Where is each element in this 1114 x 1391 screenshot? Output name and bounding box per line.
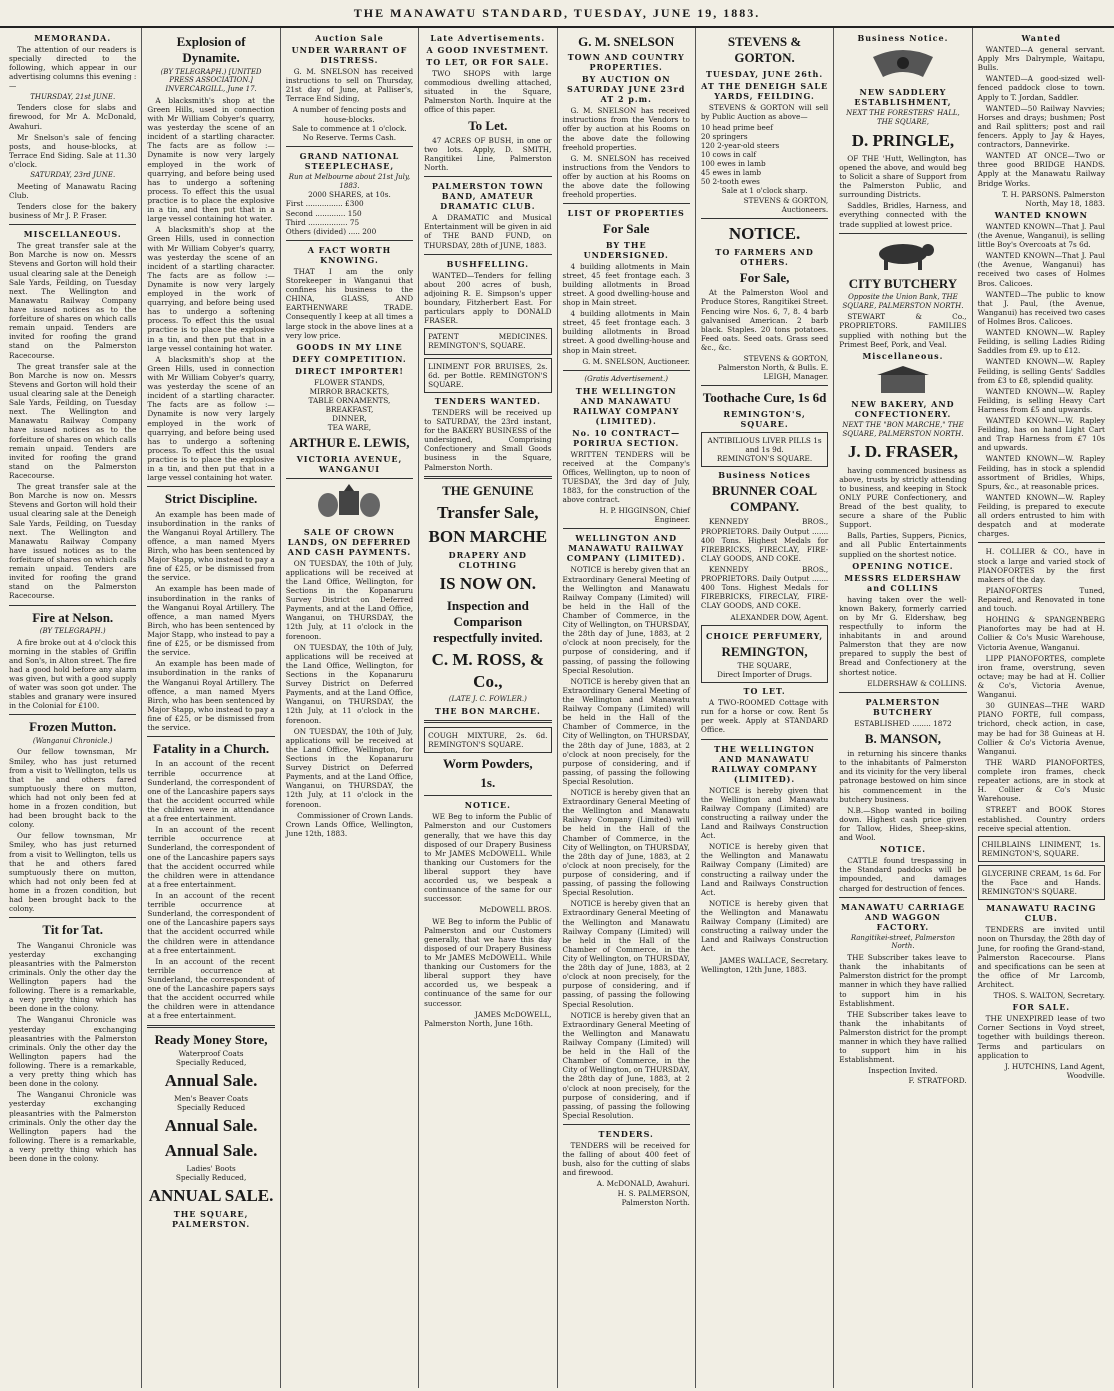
snelson-lots: A number of fencing posts and house-blocks. xyxy=(292,105,407,124)
fraser-text: having commenced business as above, trusts by strictly attending to business, and keeping in Stock ONLY PURE Confectionery, and Bread of the best quality, to secure a share of the Public Support. xyxy=(839,465,967,530)
lewis-address: VICTORIA AVENUE, WANGANUI xyxy=(296,453,403,474)
investment-title: A GOOD INVESTMENT. xyxy=(426,45,550,55)
wellington-railway-text: NOTICE is hereby given that an Extraordinary General Meeting of the Wellington and Manawatu Railway Company (Limited) will be held in the Hall of the Chamber of Commerce, in the City of Wellington, on THURSDAY, the 28th day of June, 1883, at 2 o'clock at noon precisely, for the purpose of considering, and if passing, of passing the following Special Resolution. xyxy=(562,676,690,786)
transfer-sale-heading: Transfer Sale, xyxy=(437,502,539,522)
sale-time: Sale at 1 o'clock sharp. xyxy=(721,186,808,196)
ware-item: TEA WARE, xyxy=(327,423,372,433)
crown-lands-title: SALE OF CROWN LANDS, ON DEFERRED AND CASH PAYMENTS. xyxy=(287,526,412,557)
city-butchery-heading: CITY BUTCHERY xyxy=(848,275,958,291)
for-sale-signature: STEVENS & GORTON, Palmerston North, & Bulls. E. LEIGH, Manager. xyxy=(718,354,829,382)
column-3 xyxy=(280,28,418,1388)
liver-pills: ANTIBILIOUS LIVER PILLS 1s and 1s 9d. xyxy=(707,435,822,454)
ward-ad: THE WARD PIANOFORTES, complete iron frames, check repeater actions, are in stock at H. Collier & Co's Music Warehouse. xyxy=(977,757,1105,804)
miscellaneous-text: The great transfer sale at the Bon Marche is now on. Messrs Stevens and Gorton will hold their usual clearing sale at the Deneigh Sale Yards, Feilding, on Tuesday next. The Wellington and Manawatu Railway Company have issued notices as to the forfeiture of shares on which calls remain unpaid. Tenders are invited for roofing the grand stand on the Palmerston Racecourse. xyxy=(9,361,137,480)
to-farmers: TO FARMERS AND OTHERS. xyxy=(715,247,814,268)
stevens-gorton-signature: STEVENS & GORTON, Auctioneers. xyxy=(743,195,829,214)
city-butchery-text: STEWART & Co., PROPRIETORS. FAMILIES supplied with nothing but the Primest Beef, Pork, and Veal. xyxy=(839,312,967,349)
parsons-signature: T. H. PARSONS. Palmerston North, May 18, 1883. xyxy=(1002,189,1105,208)
pianos-ad: PIANOFORTES Tuned, Repaired, and Renovated in tone and touch. xyxy=(977,585,1105,614)
sale-line: Men's Beaver Coats xyxy=(174,1094,248,1104)
lipp-ad: LIPP PIANOFORTES, complete iron frame, overstrung, seven octave; may be had at H. Collier & Co's, Victoria Avenue, Wanganui. xyxy=(977,653,1105,700)
palmerston-north-label: Palmerston North. xyxy=(621,1197,690,1207)
bakery-heading: NEW BAKERY, AND CONFECTIONERY. xyxy=(851,398,955,419)
miscellaneous-text: The great transfer sale at the Bon Marche is now on. Messrs Stevens and Gorton will hold their usual clearing sale at the Deneigh Sale Yards, Feilding, on Tuesday next. The Wellington and Manawatu Railway Company have issued notices as to the forfeiture of shares on which calls remain unpaid. Tenders are invited for roofing the grand stand on the Palmerston Racecourse. xyxy=(9,482,137,601)
fatality-title: Fatality in a Church. xyxy=(153,741,270,757)
business-notice-label: Business Notice. xyxy=(857,33,949,43)
properties-list-text: 4 building allotments in Main street, 45 feet frontage each. 3 building allotments in Broad street. A good dwelling-house and shop in Main street. xyxy=(562,309,690,355)
remington-square: THE SQUARE, xyxy=(737,660,792,670)
stock-lot: 10 cows in calf xyxy=(700,150,757,160)
carriage-factory-heading: MANAWATU CARRIAGE AND WAGGON FACTORY. xyxy=(840,901,965,932)
notice-text: WE Beg to inform the Public of Palmerston and our Customers generally, that we have this day disposed of our Drapery Business to Mr JAMES McDOWELL. While thanking our Customers for the liberal support they have accorded us, we bespeak a continuance of the same for our successor. xyxy=(424,916,552,1008)
saturday-item: Meeting of Manawatu Racing Club. xyxy=(9,181,137,200)
railway-text: WRITTEN TENDERS will be received at the Company's Offices, Wellington, up to noon of TUESDAY, the 3rd day of July, 1883, for the construction of the above contract. xyxy=(562,449,690,505)
column-7 xyxy=(833,28,971,1388)
brunner-coal-text: KENNEDY BROS., PROPRIETORS. Daily Output ....... 400 Tons. Highest Medals for FIREBRICKS, FIRECLAY, FIRE-CLAY GOODS, AND COKE. xyxy=(700,517,829,563)
column-8 xyxy=(972,28,1110,1388)
eldershaw-heading: MESSRS ELDERSHAW and COLLINS xyxy=(844,572,962,593)
liver-pills-sub: REMINGTON'S SQUARE. xyxy=(716,453,813,463)
annual-sale-heading: ANNUAL SALE. xyxy=(148,1186,274,1206)
ware-item: TABLE ORNAMENTS, xyxy=(308,396,391,406)
fatality-text: In an account of the recent terrible occurrence at Sunderland, the correspondent of one of the Lancashire papers says that the accident occurred while the children were in attendance at a free entertainment. xyxy=(147,956,275,1021)
mcdowell-date: Palmerston North, June 16th. xyxy=(424,1018,533,1028)
wanted-known-ad: WANTED KNOWN—W. Rapley Feilding, has in stock a splendid assortment of Bridles, Whips, Spurs, &c., at reasonable prices. xyxy=(977,454,1105,491)
column-5 xyxy=(557,28,695,1388)
column-4 xyxy=(418,28,556,1388)
racing-club-heading: MANAWATU RACING CLUB. xyxy=(986,903,1097,924)
discipline-text: An example has been made of insubordination in the ranks of the Wanganui Royal Artillery. The offence, a man named Myers Birch, who has been sentenced by Major Stapp, who instead to pay a fine of £25, or be dismissed from the service. xyxy=(147,584,275,658)
memoranda-intro: The attention of our readers is specially directed to the following, which appear in our advertising columns this evening :— xyxy=(9,45,137,91)
wanted-known-ad: WANTED KNOWN—W. Rapley Feilding, is selling Gents' Saddles from £3 to £8, splendid quality. xyxy=(977,357,1105,385)
sale-yards: AT THE DENEIGH SALE YARDS, FEILDING. xyxy=(701,80,829,101)
sale-line: Ladies' Boots xyxy=(186,1163,236,1173)
perfumery-box xyxy=(701,625,828,683)
perfumery-heading: CHOICE PERFUMERY, xyxy=(706,630,824,641)
brunner-agent: ALEXANDER DOW, Agent. xyxy=(730,612,829,622)
annual-sale-heading: Annual Sale. xyxy=(164,1140,258,1160)
pringle-goods: Saddles, Bridles, Harness, and everything connected with the trade supplied at lowest price. xyxy=(839,201,967,229)
column-2 xyxy=(141,28,279,1388)
ready-money-title: Ready Money Store, xyxy=(154,1031,268,1047)
rail-secretary: JAMES WALLACE, Secretary. xyxy=(719,955,829,965)
investment-text: TWO SHOPS with large commodious dwelling attached, situated in the Square, Palmerston North. Inquire at the office of this paper. xyxy=(424,69,552,115)
ware-item: MIRROR BRACKETS, xyxy=(309,386,390,396)
remington-heading: REMINGTON, xyxy=(721,643,808,659)
gratis-label: (Gratis Advertisement.) xyxy=(584,374,668,383)
worm-powders-price: 1s. xyxy=(480,775,496,791)
wanted-known-ad: WANTED KNOWN—W. Rapley Feilding, is prepared to execute all orders entrusted to him with despatch and at moderate charges. xyxy=(977,492,1105,539)
wanted-known-ad: WANTED KNOWN—W. Rapley Feilding, has on hand Light Cart and Trap Harness from £7 10s and upwards. xyxy=(977,416,1105,453)
late-advertisements-label: Late Advertisements. xyxy=(430,33,546,43)
fatality-text: In an account of the recent terrible occurrence at Sunderland, the correspondent of one of the Lancashire papers says that the accident occurred while the children were in attendance at a free entertainment. xyxy=(147,759,275,824)
saddlery-crest-illustration xyxy=(863,47,943,83)
fatality-text: In an account of the recent terrible occurrence at Sunderland, the correspondent of one of the Lancashire papers says that the accident occurred while the children were in attendance at a free entertainment. xyxy=(147,891,275,955)
property-heading: TOWN AND COUNTRY PROPERTIES. xyxy=(567,52,685,73)
masthead: THE MANAWATU STANDARD, TUESDAY, JUNE 19, 1883. xyxy=(0,0,1114,28)
wanted-known-ad: WANTED—The public to know that J. Paul, (the Avenue, Wanganui) has received two cases of Holmes Bros. Calicoes. xyxy=(977,289,1105,326)
inspection-invited: Inspection Invited. xyxy=(868,1066,938,1076)
toothache-sub: REMINGTON'S, SQUARE. xyxy=(723,408,806,429)
ware-item: BREAKFAST, xyxy=(325,405,374,415)
steeplechase-row: Third ................. 75 xyxy=(285,217,360,227)
pringle-heading: D. PRINGLE, xyxy=(851,130,955,150)
thursday-item: Tenders close for slabs and firewood, for Mr A. McDonald, Awahuri. xyxy=(9,103,137,131)
notice-signature: McDOWELL BROS. xyxy=(479,905,552,915)
fact-worth-knowing-title: A FACT WORTH KNOWING. xyxy=(307,244,392,265)
frozen-mutton-title: Frozen Mutton. xyxy=(29,719,117,735)
tit-for-tat-text: The Wanganui Chronicle was yesterday exchanging pleasantries with the Palmerston criminals. Only the other day the Wellington papers had the following. There is a remarkable, a very pretty thing which has been done in the colony. xyxy=(9,940,137,1014)
wellington-railway-text: NOTICE is hereby given that an Extraordinary General Meeting of the Wellington and Manawatu Railway Company (Limited) will be held in the Hall of the Chamber of Commerce, in the City of Wellington, on THURSDAY, the 28th day of June, 1883, at 2 o'clock at noon precisely, for the purpose of considering, and if passing, of passing the following Special Resolution. xyxy=(562,899,690,1009)
column-6 xyxy=(695,28,833,1388)
explosion-text: A blacksmith's shop at the Green Hills, used in connection with Mr William Cobyer's quarry, was yesterday the scene of an incident of a startling character. The facts are as follow :—Dynamite is now very largely employed in the work of quarrying, and before being used has to undergo a softening process. To effect this the usual practice is to place the explosive in a tin, and then put that in a large vessel containing hot water. xyxy=(147,95,275,224)
mcdonald-signature: A. McDONALD, Awahuri. xyxy=(596,1179,690,1189)
bakery-illustration xyxy=(873,365,933,395)
rail-date: Wellington, 12th June, 1883. xyxy=(700,964,807,974)
crown-lands-text: ON TUESDAY, the 10th of July, applications will be received at the Land Office, Wellington, for Sections in the Kopanaruru Survey District on Deferred Payments, and at the Land Office, Wanganui, on THURSDAY, the 12th July, at 11 o'clock in the forenoon. xyxy=(285,726,414,809)
ross-heading: C. M. ROSS, & Co., xyxy=(431,650,545,691)
fire-nelson-title: Fire at Nelson. xyxy=(32,609,114,625)
tenders-label: TENDERS. xyxy=(598,1128,654,1139)
wanted-ad: WANTED—A good-sized well-fenced paddock close to town. Apply to T. Jordan, Saddler. xyxy=(977,74,1105,102)
lease-text: THE UNEXPIRED lease of two Corner Sections in Voyd street, together with buildings thereon. Terms and particulars on application to xyxy=(977,1014,1105,1060)
ware-item: DINNER, xyxy=(332,414,367,424)
brunner-coal-text: KENNEDY BROS., PROPRIETORS. Daily Output ....... 400 Tons. Highest Medals for FIREBRICKS, FIRECLAY, FIRE-CLAY GOODS, AND COKE. xyxy=(700,565,829,611)
ross-late: (LATE J. C. FOWLER.) xyxy=(448,694,527,703)
patent-medicines-box: PATENT MEDICINES. REMINGTON'S, SQUARE. xyxy=(424,328,551,354)
stock-lot: 45 ewes in lamb xyxy=(700,168,762,178)
stevens-gorton-heading: STEVENS & GORTON. xyxy=(727,34,802,66)
direct-importer: DIRECT IMPORTER! xyxy=(295,365,404,376)
remington-importer: Direct Importer of Drugs. xyxy=(717,670,813,680)
explosion-dateline: INVERCARGILL, June 17. xyxy=(165,85,257,93)
dramatic-club-text: A DRAMATIC and Musical Entertainment will be given in aid of THE BAND FUND, on THURSDAY, 28th of JUNE, 1883. xyxy=(424,213,552,250)
hutchings-signature: J. HUTCHINS, Land Agent, Woodville. xyxy=(1004,1061,1105,1080)
street-ad: STREET and BOOK Stores established. Country orders receive special attention. xyxy=(977,805,1105,833)
steeplechase-sub: Run at Melbourne about 21st July, 1883. xyxy=(288,172,411,190)
brunner-coal-heading: BRUNNER COAL COMPANY. xyxy=(712,482,818,515)
manson-heading: B. MANSON, xyxy=(864,730,942,746)
frozen-mutton-text: Our fellow townsman, Mr Smiley, who has just returned from a visit to Wellington, tells us that he and others fared sumptuously there on mutton, which had not only been fed at home in a frozen condition, but had been brought back to the colony. xyxy=(9,831,137,914)
carriage-factory-address: Rangitikei-street, Palmerston North. xyxy=(850,933,956,951)
properties-list-title: LIST OF PROPERTIES xyxy=(567,208,685,219)
bon-marche-footer: THE BON MARCHE. xyxy=(434,705,541,716)
properties-list-signature: G. M. SNELSON, Auctioneer. xyxy=(582,356,690,366)
rail-notice-heading: THE WELLINGTON AND MANAWATU RAILWAY COMPANY (LIMITED). xyxy=(711,743,818,784)
for-sale-heading: For Sale, xyxy=(739,270,790,286)
sale-line: Specially Reduced, xyxy=(175,1173,247,1183)
thursday-item: Mr Snelson's sale of fencing posts, and house-blocks, at Terrace End Siding. Sale at 11.30 o'clock. xyxy=(9,132,137,169)
properties-list-text: 4 building allotments in Main street, 45 feet frontage each. 3 building allotments in Broad street. A good dwelling-house and shop in Main street. xyxy=(562,261,690,308)
pringle-text: OF THE 'Hutt, Wellington, has opened the above, and would beg to Solicit a share of Support from the Palmerston Public, and surrounding Districts. xyxy=(839,153,967,200)
now-on-heading: IS NOW ON. xyxy=(439,574,537,594)
frozen-mutton-sub: (Wanganui Chronicle.) xyxy=(32,736,113,745)
sale-intro: STEVENS & GORTON will sell by Public Auction as above— xyxy=(700,102,829,121)
rail-notice-text: NOTICE is hereby given that the Wellington and Manawatu Railway Company (Limited) are constructing a railway under the Land and Railways Construction Act. xyxy=(700,842,829,897)
wellington-railway-text: NOTICE is hereby given that an Extraordinary General Meeting of the Wellington and Manawatu Railway Company (Limited) will be held in the Hall of the Chamber of Commerce, in the City of Wellington, on THURSDAY, the 28th day of June, 1883, at 2 o'clock at noon precisely, for the purpose of considering, and if passing, of passing the following Special Resolution. xyxy=(562,1010,690,1120)
memoranda-title: MEMORANDA. xyxy=(34,33,112,43)
walton-signature: THOS. S. WALTON, Secretary. xyxy=(993,991,1105,1001)
stock-lot: 100 ewes in lamb xyxy=(700,159,766,169)
fraser-heading: J. D. FRASER, xyxy=(847,442,958,462)
wellington-railway-heading: WELLINGTON AND MANAWATU RAILWAY COMPANY (LIMITED). xyxy=(566,533,686,564)
glycerine-box: GLYCERINE CREAM, 1s 6d. For the Face and Hands. REMINGTON'S SQUARE. xyxy=(978,865,1105,900)
page-columns xyxy=(0,28,1114,1388)
for-sale-heading: FOR SALE. xyxy=(1012,1002,1071,1013)
royal-crest-illustration xyxy=(314,483,384,523)
collier-ad: H. COLLIER & CO., have in stock a large and varied stock of PIANOFORTES by the first makers of the day. xyxy=(977,547,1105,584)
stock-lot: 50 2-tooth ewes xyxy=(700,177,760,187)
manson-text: in returning his sincere thanks to the inhabitants of Palmerston and its vicinity for the very liberal patronage bestowed on him since his commencement in the butchery business. xyxy=(839,749,967,804)
wanted-ad: WANTED—50 Railway Navvies; Horses and drays; bushmen; Post and Rail splitters; post and rail fencers. Apply to Jay & Hayes, contractors, Dannevirke. xyxy=(977,103,1105,150)
annual-sale-heading: Annual Sale. xyxy=(164,1116,258,1136)
bushfelling-text: WANTED—Tenders for felling about 200 acres of bush, adjoining R. E. Simpson's upper boundary, Fitzherbert East. For particulars apply to DONALD FRASER. xyxy=(424,270,552,326)
wellington-railway-text: NOTICE is hereby given that an Extraordinary General Meeting of the Wellington and Manawatu Railway Company (Limited) will be held in the Hall of the Chamber of Commerce, in the City of Wellington, on THURSDAY, the 28th day of June, 1883, at 2 o'clock at noon precisely, for the purpose of considering, and if passing, of passing the following Special Resolution. xyxy=(562,565,690,675)
liniment-box: LINIMENT FOR BRUISES, 2s. 6d. per Bottle. REMINGTON'S SQUARE. xyxy=(424,358,551,393)
eldershaw-signature: ELDERSHAW & COLLINS. xyxy=(867,678,967,688)
wanted-known-ad: WANTED KNOWN—That J. Paul (the Avenue, Wanganui), is selling little Boy's Overcoats at 7s 6d. xyxy=(977,221,1105,250)
drapery-heading: DRAPERY AND CLOTHING xyxy=(448,550,527,571)
hs-palmerson-signature: H. S. PALMERSON, xyxy=(617,1188,690,1198)
contract-heading: No. 10 CONTRACT—PORIRUA SECTION. xyxy=(572,427,681,448)
sale-line: Waterproof Coats xyxy=(178,1048,244,1058)
defy-competition: DEFY COMPETITION. xyxy=(292,353,407,364)
rail-notice-text: NOTICE is hereby given that the Wellington and Manawatu Railway Company (Limited) are constructing a railway under the Land and Railways Construction Act. xyxy=(700,898,829,954)
bull-illustration xyxy=(868,238,938,272)
tenders-wanted-text: TENDERS will be received up to SATURDAY, the 23rd instant, for the BAKERY BUSINESS of the undersigned, Comprising Confectionery and Small Goods business in the Square, Palmerston North. xyxy=(424,407,552,472)
steeplechase-row: First ................ £300 xyxy=(285,199,364,209)
column-1 xyxy=(4,28,141,1388)
to-let-text: A TWO-ROOMED Cottage with run for a horse or cow. Rent 5s per week. Apply at STANDARD Office. xyxy=(700,698,829,735)
fire-nelson-sub: (BY TELEGRAPH.) xyxy=(39,626,106,635)
sale-line: Specially Reduced xyxy=(176,1103,246,1113)
tit-for-tat-text: The Wanganui Chronicle was yesterday exchanging pleasantries with the Palmerston criminals. Only the other day the Wellington papers had the following. There is a remarkable, a very pretty thing which has been done in the colony. xyxy=(9,1015,137,1089)
auction-label: Auction Sale xyxy=(315,33,384,43)
wanted-known-ad: WANTED KNOWN—That J. Paul (the Avenue, Wanganui) has received two cases of Holmes Bros. Calicoes. xyxy=(977,251,1105,288)
annual-sale-heading: Annual Sale. xyxy=(164,1071,258,1090)
fatality-text: In an account of the recent terrible occurrence at Sunderland, the correspondent of one of the Lancashire papers says that the accident occurred while the children were in attendance at a free entertainment. xyxy=(147,825,275,889)
snelson-time: Sale to commence at 1 o'clock. xyxy=(292,123,407,133)
racing-club-text: TENDERS are invited until noon on Thursday, the 28th day of June, for roofing the Grand-stand, Palmerston Racecourse. Plans and specifications can be seen at the office of Mr Larcomb, Architect. xyxy=(977,925,1105,989)
dramatic-club-title: PALMERSTON TOWN BAND, AMATEUR DRAMATIC CLUB. xyxy=(431,181,544,212)
higginson-signature: H. P. HIGGINSON, Chief Engineer. xyxy=(599,506,690,525)
notice-heading: NOTICE. xyxy=(728,223,801,243)
steeplechase-row: Second ............. 150 xyxy=(285,208,362,218)
explosion-text: A blacksmith's shop at the Green Hills, used in connection with Mr William Cobyer's quarry, was yesterday the scene of an incident of a startling character. The facts are as follow :—Dynamite is now very largely employed in the work of quarrying, and before being used has to undergo a softening process. To effect this the usual practice is to place the explosive in a tin, and then put that in a large vessel containing hot water. xyxy=(147,225,275,353)
saddlery-heading: NEW SADDLERY ESTABLISHMENT, xyxy=(854,87,952,107)
genuine-heading: THE GENUINE xyxy=(442,482,534,498)
for-sale-heading: For Sale xyxy=(603,221,650,237)
discipline-text: An example has been made of insubordination in the ranks of the Wanganui Royal Artillery. The offence, a man named Myers Birch, who has been sentenced by Major Stapp, who instead to pay a fine of £25, or be dismissed from the service. xyxy=(147,509,275,583)
wanted-ad: WANTED AT ONCE—Two or three good BRIDGE HANDS. Apply at the Manawatu Railway Bridge Works. xyxy=(977,151,1105,188)
tenders-wanted-title: TENDERS WANTED. xyxy=(434,395,541,406)
to-let-title: To Let. xyxy=(468,117,508,133)
miscellaneous-label: Miscellaneous. xyxy=(862,350,944,361)
sale-date: TUESDAY, JUNE 26th. xyxy=(705,68,824,79)
goods-line: GOODS IN MY LINE xyxy=(296,341,403,352)
carriage-factory-text: THE Subscriber takes leave to thank the inhabitants of Palmerston district for the prompt manner in which they have rallied to support him in his Establishment. xyxy=(839,953,967,1008)
steeplechase-title: GRAND NATIONAL STEEPLECHASE, xyxy=(299,150,400,171)
steeplechase-row: Others (divided) ..... 200 xyxy=(285,226,377,236)
crown-lands-text: ON TUESDAY, the 10th of July, applications will be received at the Land Office, Wellington, for Sections in the Kopanaruru Survey District on Deferred Payments, and at the Land Office, Wanganui, on THURSDAY, the 12th July, at 11 o'clock in the forenoon. xyxy=(285,642,414,725)
tit-for-tat-title: Tit for Tat. xyxy=(42,922,103,938)
notice-title: NOTICE. xyxy=(464,800,511,811)
chilblains-box: CHILBLAINS LINIMENT, 1s. REMINGTON'S, SQUARE. xyxy=(978,836,1105,862)
eldershaw-text: having taken over the well-known Bakery, formerly carried on by Mr G. Eldershaw, beg respectfully to inform the inhabitants in and around Palmerston that they are now prepared to supply the best of Bread and Confectionery at the shortest notice. xyxy=(839,594,967,677)
explosion-sub: (BY TELEGRAPH.) [UNITED PRESS ASSOCIATION.] xyxy=(160,67,262,85)
bon-marche-heading: BON MARCHE xyxy=(428,527,548,547)
saddlery-sub: NEXT THE FORESTERS' HALL, THE SQUARE, xyxy=(846,109,960,126)
snelson-heading: G. M. SNELSON xyxy=(578,34,675,49)
investment-sub: TO LET, OR FOR SALE. xyxy=(426,57,550,67)
saturday-item: Tenders close for the bakery business of Mr J. P. Fraser. xyxy=(9,202,137,221)
for-sale-text: At the Palmerston Wool and Produce Stores, Rangitikei Street. Fencing wire Nos. 6, 7, 8. 4 barb galvanised American. 2 barb black. Staples. 20 tons potatoes. Feed oats. Seed oats. Grass seed &c., &c. xyxy=(700,288,829,352)
bushfelling-title: BUSHFELLING. xyxy=(446,258,530,269)
miscellaneous-text: The great transfer sale at the Bon Marche is now on. Messrs Stevens and Gorton will hold their usual clearing sale at the Deneigh Sale Yards, Feilding, on Tuesday next. The Wellington and Manawatu Railway Company have issued notices as to the forfeiture of shares on which calls remain unpaid. Tenders are invited for roofing the grand stand on the Palmerston Racecourse. xyxy=(9,241,137,360)
lewis-name: ARTHUR E. LEWIS, xyxy=(289,435,410,451)
undersigned-heading: BY THE UNDERSIGNED. xyxy=(583,239,669,260)
ware-item: FLOWER STANDS, xyxy=(314,377,385,387)
railway-title: THE WELLINGTON AND MANAWATU RAILWAY COMPANY (LIMITED). xyxy=(573,385,680,426)
stock-lot: 120 2-year-old steers xyxy=(700,140,780,150)
wanted-known-ad: WANTED KNOWN—W. Rapley Feilding, is selling Heavy Cart Harness from £5 and upwards. xyxy=(977,386,1105,414)
discipline-title: Strict Discipline. xyxy=(164,491,258,507)
ready-money-footer: THE SQUARE, PALMERSTON. xyxy=(171,1209,251,1230)
bakery-address: NEXT THE "BON MARCHE," THE SQUARE, PALMERSTON NORTH. xyxy=(842,420,964,438)
crown-lands-text: ON TUESDAY, the 10th of July, applications will be received at the Land Office, Wellington, for Sections in the Kopanaruru Survey District on Deferred Payments, and at the Land Office, Wanganui, on THURSDAY, the 12th July, at 11 o'clock in the forenoon. xyxy=(285,558,414,641)
to-let-heading: TO LET. xyxy=(743,686,786,697)
wanted-ad: WANTED—A general servant. Apply Mrs Dalrymple, Waitapu, Bulls. xyxy=(977,45,1105,73)
business-notices-label: Business Notices xyxy=(718,469,811,480)
fact-worth-knowing-text: THAT I am the only Storekeeper in Wanganui that confines his business to the CHINA, GLASS, AND EARTHENWARE TRADE. Consequently I keep at all times a large stock in the above lines at a very low price. xyxy=(285,266,414,340)
discipline-text: An example has been made of insubordination in the ranks of the Wanganui Royal Artillery. The offence, a man named Myers Birch, who has been sentenced by Major Stapp, who instead to pay a fine of £25, or be dismissed from the service. xyxy=(147,659,275,733)
stratford-signature: F. STRATFORD. xyxy=(908,1075,967,1085)
crown-lands-signature: Commissioner of Crown Lands. xyxy=(297,810,414,820)
cattle-notice-heading: NOTICE. xyxy=(879,844,927,855)
fraser-goods: Balls, Parties, Suppers, Picnics, and all Public Entertainments supplied on the shortest notice. xyxy=(839,531,967,559)
wanted-label: Wanted xyxy=(1021,33,1062,43)
snelson-terms: No Reserve. Terms Cash. xyxy=(302,132,397,142)
wanted-known-title: WANTED KNOWN xyxy=(994,209,1088,220)
explosion-title: Explosion of Dynamite. xyxy=(176,34,246,66)
palmerston-butchery-heading: PALMERSTON BUTCHERY xyxy=(865,696,941,717)
wellington-railway-text: NOTICE is hereby given that an Extraordinary General Meeting of the Wellington and Manawatu Railway Company (Limited) will be held in the Hall of the Chamber of Commerce, in the City of Wellington, on THURSDAY, the 28th day of June, 1883, at 2 o'clock at noon precisely, for the purpose of considering, and if passing, of passing the following Special Resolution. xyxy=(562,788,690,898)
steeplechase-row: 2000 SHARES, at 10s. xyxy=(308,190,391,200)
tenders-text: TENDERS will be received for the falling of about 400 feet of bush, also for the cutting of slabs and firewood. xyxy=(562,1140,690,1178)
toothache-heading: Toothache Cure, 1s 6d xyxy=(702,390,827,406)
city-butchery-sub: Opposite the Union Bank, THE SQUARE, PALMERSTON NORTH. xyxy=(842,292,964,310)
tit-for-tat-text: The Wanganui Chronicle was yesterday exchanging pleasantries with the Palmerston criminals. Only the other day the Wellington papers had the following. There is a remarkable, a very pretty thing which has been done in the colony. xyxy=(9,1090,137,1164)
explosion-text: A blacksmith's shop at the Green Hills, used in connection with Mr William Cobyer's quarry, was yesterday the scene of an incident of a startling character. The facts are as follow :—Dynamite is now very largely employed in the work of quarrying, and before being used has to undergo a softening process. To effect this the usual practice is to place the explosive in a tin, and then put that in a large vessel containing hot water. xyxy=(147,354,275,483)
hohing-ad: HOHING & SPANGENBERG Pianofortes may be had at H. Collier & Co's Music Warehouse, Victoria Avenue, Wanganui. xyxy=(977,615,1105,652)
fire-nelson-text: A fire broke out at 4 o'clock this morning in the stables of Griffin and Son's, in Alton street. The fire had a good hold before any alarm was given, but with a good supply of water was soon got under. The stables and granary were insured in the Colonial for £100. xyxy=(9,637,137,711)
saturday-heading: SATURDAY, 23rd JUNE. xyxy=(30,171,116,180)
cough-mixture-box: COUGH MIXTURE, 2s. 6d. REMINGTON'S SQUARE. xyxy=(424,727,551,753)
property-text: G. M. SNELSON has received instructions from the Vendors to offer by auction at his Rooms on the above date the following freehold properties. xyxy=(562,106,690,152)
manson-nb: N.B.—Shop wanted in boiling down. Highest cash price given for Tallow, Hides, Sheep-skins, and Wool. xyxy=(839,805,967,843)
worm-powders-heading: Worm Powders, xyxy=(443,755,533,771)
sale-line: Specially Reduced, xyxy=(175,1057,247,1067)
thursday-heading: THURSDAY, 21st JUNE. xyxy=(30,92,116,101)
stock-lot: 10 head prime beef xyxy=(700,122,773,132)
opening-notice-heading: OPENING NOTICE. xyxy=(852,560,954,571)
established-line: ESTABLISHED ........ 1872 xyxy=(854,718,952,728)
carriage-factory-text: THE Subscriber takes leave to thank the inhabitants of Palmerston district for the prompt manner in which they have rallied to support him in his Establishment. xyxy=(839,1009,967,1065)
snelson-auction-intro: G. M. SNELSON has received instructions to sell on Thursday, 21st day of June, at Palliser's, Terrace End Siding, xyxy=(285,67,414,104)
notice-text: WE Beg to inform the Public of Palmerston and our Customers generally, that we have this day disposed of our Drapery Business to Mr JAMES McDOWELL. While thanking our Customers for the liberal support they have accorded us, we bespeak a continuance of the same for our successor. xyxy=(424,812,552,904)
to-let-text: 47 ACRES OF BUSH, in one or two lots. Apply, D. SMITH, Rangitikei Line, Palmerston North. xyxy=(424,135,552,173)
warrant-heading: UNDER WARRANT OF DISTRESS. xyxy=(291,45,408,65)
stock-lot: 20 springers xyxy=(700,131,748,141)
property-text: G. M. SNELSON has received instructions from the Vendors to offer by auction at his Rooms on the above date the following freehold properties. xyxy=(562,153,690,200)
frozen-mutton-text: Our fellow townsman, Mr Smiley, who has just returned from a visit to Wellington, tells us that he and others fared sumptuously there on mutton, which had not only been fed at home in a frozen condition, but had been brought back to the colony. xyxy=(9,747,137,830)
liver-pills-box xyxy=(701,432,828,467)
inspection-heading: Inspection and Comparison respectfully invited. xyxy=(433,597,543,646)
mcdowell-signature: JAMES McDOWELL, xyxy=(474,1009,552,1019)
crown-lands-date: Crown Lands Office, Wellington, June 12th, 1883. xyxy=(285,819,414,838)
miscellaneous-title: MISCELLANEOUS. xyxy=(23,229,122,240)
guineas-ad: 30 GUINEAS—THE WARD PIANO FORTE, full compass, trichord, check action, in case, may be had for 38 Guineas at H. Collier & Co's Victoria Avenue, Wanganui. xyxy=(977,701,1105,756)
auction-when: BY AUCTION ON SATURDAY JUNE 23rd AT 2 p.m. xyxy=(567,74,686,105)
rail-notice-text: NOTICE is hereby given that the Wellington and Manawatu Railway Company (Limited) are constructing a railway under the Land and Railways Construction Act. xyxy=(700,785,829,841)
wanted-known-ad: WANTED KNOWN—W. Rapley Feilding, is selling Ladies Riding Saddles from £9. up to £12. xyxy=(977,328,1105,356)
cattle-notice-text: CATTLE found trespassing in the Standard paddocks will be impounded, and damages charged for destruction of fences. xyxy=(839,856,967,893)
